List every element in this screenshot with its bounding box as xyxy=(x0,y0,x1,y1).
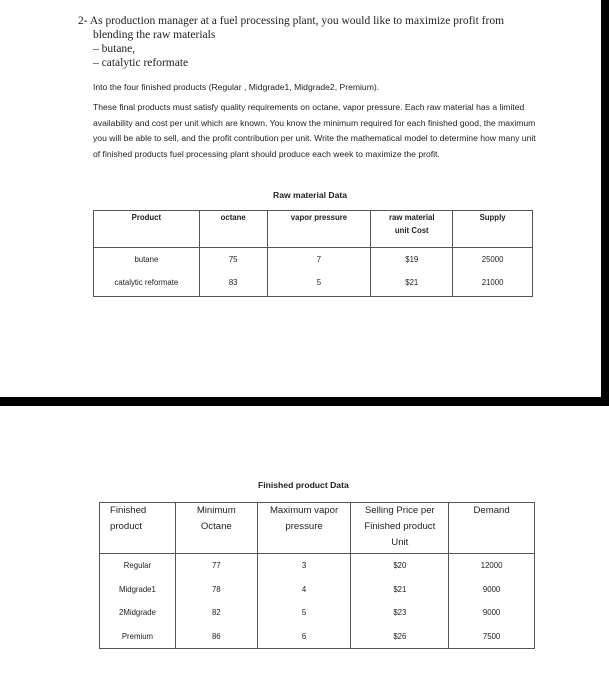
page-separator xyxy=(0,397,609,406)
header-unit-cost-line2: unit Cost xyxy=(394,226,429,235)
demand-value: 12000 xyxy=(480,561,503,570)
product-name: butane xyxy=(134,255,159,264)
max-vapor-value: 6 xyxy=(301,631,307,641)
header-line: Maximum vapor xyxy=(269,505,339,516)
demand-value: 9000 xyxy=(482,608,501,617)
material-label: catalytic reformate xyxy=(101,57,189,69)
question-title-line-2: blending the raw materials xyxy=(93,29,216,41)
supply-value: 21000 xyxy=(481,278,504,287)
header-max-vapor-pressure xyxy=(257,503,351,554)
header-selling-price xyxy=(351,503,449,554)
supply-cell xyxy=(453,248,533,297)
problem-paragraph: These final products must satisfy quality requirements on octane, vapor pressure. Each raw material has a limited availability and cost per unit which are known. You know the minimum required for each finished good, the maximum you will be able to sell, and the profit contribution per unit. Write the mathematical model to determine how many unit of finished products fuel processing plant should produce each week to maximize the profit. xyxy=(93,102,536,159)
material-label: butane, xyxy=(101,43,136,55)
min-octane-value: 78 xyxy=(211,584,221,594)
demand-value: 9000 xyxy=(482,584,501,594)
finished-name: Premium xyxy=(121,631,154,641)
finished-name: Regular xyxy=(123,561,152,570)
max-vapor-cell xyxy=(257,554,351,649)
header-minimum-octane xyxy=(175,503,257,554)
header-line: product xyxy=(110,521,142,532)
finished-product-table xyxy=(99,502,535,649)
price-value: $26 xyxy=(393,631,407,641)
products-line: Into the four finished products (Regular , Midgrade1, Midgrade2, Premium). xyxy=(93,82,380,92)
header-vapor-pressure: vapor pressure xyxy=(267,211,371,248)
vapor-value: 7 xyxy=(316,255,322,264)
min-octane-value: 77 xyxy=(211,561,221,570)
vapor-pressure-cell xyxy=(267,248,371,297)
material-item-butane: – butane, xyxy=(93,43,136,55)
table-row xyxy=(94,248,533,297)
supply-value: 25000 xyxy=(481,255,504,264)
header-line: Unit xyxy=(391,537,409,548)
table-header-row xyxy=(94,211,533,248)
min-octane-value: 82 xyxy=(211,608,221,617)
table-header-row xyxy=(100,503,535,554)
header-demand: Demand xyxy=(449,503,535,554)
raw-material-table xyxy=(93,210,533,297)
material-item-reformate: – catalytic reformate xyxy=(93,57,189,69)
header-line: Finished xyxy=(110,505,147,516)
octane-value: 83 xyxy=(228,278,238,287)
cost-value: $19 xyxy=(405,255,419,264)
finished-names-cell xyxy=(100,554,176,649)
min-octane-cell xyxy=(175,554,257,649)
question-title-line: 2- As production manager at a fuel processing plant, you would like to maximize profit from xyxy=(78,15,505,27)
header-line: Selling Price per xyxy=(364,505,435,516)
finished-name: 2Midgrade xyxy=(119,608,156,617)
price-value: $20 xyxy=(393,561,407,570)
header-supply: Supply xyxy=(453,211,533,248)
header-unit-cost xyxy=(371,211,453,248)
cost-value: $21 xyxy=(405,278,419,287)
product-names-cell xyxy=(94,248,200,297)
max-vapor-value: 3 xyxy=(301,561,307,570)
unit-cost-cell xyxy=(371,248,453,297)
finished-name: Midgrade1 xyxy=(119,584,156,594)
octane-cell xyxy=(199,248,267,297)
max-vapor-value: 5 xyxy=(301,608,307,617)
max-vapor-value: 4 xyxy=(301,584,307,594)
demand-value: 7500 xyxy=(482,631,501,641)
price-value: $21 xyxy=(393,584,407,594)
product-name: catalytic reformate xyxy=(114,278,179,287)
demand-cell xyxy=(449,554,535,649)
header-line: Minimum xyxy=(196,505,236,516)
finished-product-caption: Finished product Data xyxy=(258,480,349,490)
vapor-value: 5 xyxy=(316,278,322,287)
selling-price-cell xyxy=(351,554,449,649)
price-value: $23 xyxy=(393,608,407,617)
header-line: Finished product xyxy=(364,521,436,532)
header-line: pressure xyxy=(285,521,323,532)
header-product: Product xyxy=(94,211,200,248)
raw-material-caption: Raw material Data xyxy=(273,190,348,200)
header-octane: octane xyxy=(199,211,267,248)
min-octane-value: 86 xyxy=(211,631,221,641)
header-finished-product xyxy=(100,503,176,554)
header-unit-cost-line1: raw material xyxy=(388,213,435,222)
header-line: Octane xyxy=(200,521,232,532)
octane-value: 75 xyxy=(228,255,238,264)
table-row xyxy=(100,554,535,649)
